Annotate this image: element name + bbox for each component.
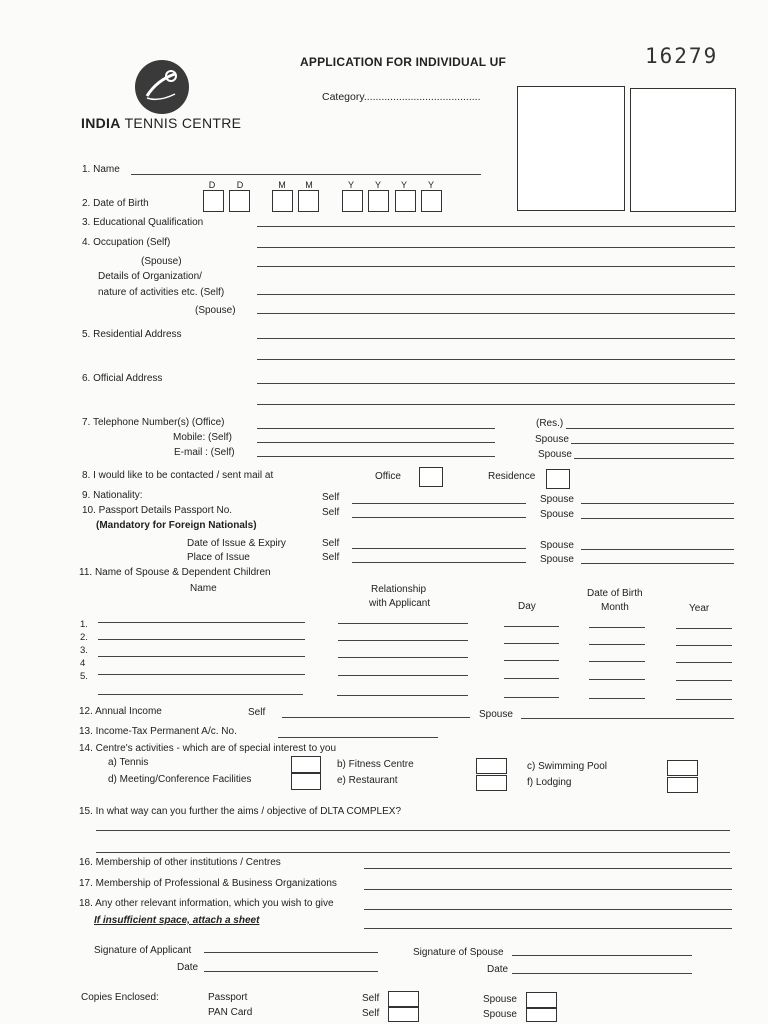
dependent-name-1[interactable]	[98, 622, 305, 623]
dob-month-1[interactable]	[272, 190, 293, 212]
col-relationship: Relationship	[371, 584, 427, 595]
dependent-day-2[interactable]	[504, 643, 559, 644]
label-org-spouse: (Spouse)	[195, 305, 236, 316]
activity-lodging-checkbox[interactable]	[667, 777, 698, 793]
passport-self-field[interactable]	[352, 517, 526, 518]
label-occupation-spouse: (Spouse)	[141, 256, 182, 267]
occupation-spouse-field[interactable]	[257, 266, 735, 267]
other-info-field[interactable]	[364, 909, 732, 910]
residential-address-line-2[interactable]	[257, 359, 735, 360]
label-pan: 13. Income-Tax Permanent A/c. No.	[79, 726, 237, 737]
dependent-month-3[interactable]	[589, 661, 645, 662]
dependent-rel-2[interactable]	[338, 640, 468, 641]
label-self: Self	[322, 507, 340, 518]
label-activity-restaurant: e) Restaurant	[337, 775, 398, 786]
dependent-year-4[interactable]	[676, 680, 732, 681]
mobile-spouse-field[interactable]	[571, 443, 734, 444]
insufficient-space-note: If insufficient space, attach a sheet	[94, 915, 260, 926]
dependent-month-1[interactable]	[589, 627, 645, 628]
label-self: Self	[322, 552, 340, 563]
form-title: APPLICATION FOR INDIVIDUAL UF	[300, 55, 507, 69]
residential-address-line-1[interactable]	[257, 338, 735, 339]
label-date-spouse: Date	[487, 964, 509, 975]
passport-spouse-checkbox[interactable]	[526, 992, 557, 1008]
row-number: 2.	[80, 632, 88, 643]
label-org-nature: nature of activities etc. (Self)	[98, 287, 225, 298]
row-number: 1.	[80, 619, 88, 630]
label-spouse: Spouse	[540, 554, 574, 565]
label-issue-expiry: Date of Issue & Expiry	[187, 538, 286, 549]
label-mobile-spouse: Spouse	[535, 434, 569, 445]
label-dob: 2. Date of Birth	[82, 198, 149, 209]
dob-letter: Y	[347, 180, 354, 190]
label-place-issue: Place of Issue	[187, 552, 250, 563]
issue-expiry-self-field[interactable]	[352, 548, 526, 549]
occupation-self-field[interactable]	[257, 247, 735, 248]
dob-letter: D	[208, 180, 216, 190]
passport-spouse-field[interactable]	[581, 518, 734, 519]
col-relationship-2: with Applicant	[369, 598, 431, 609]
income-self-field[interactable]	[282, 717, 470, 718]
label-spouse: Spouse	[540, 509, 574, 520]
date-applicant-field[interactable]	[204, 971, 378, 972]
label-activity-fitness: b) Fitness Centre	[337, 759, 414, 770]
dependent-rel-4[interactable]	[338, 675, 468, 676]
signature-spouse-field[interactable]	[512, 955, 692, 956]
official-address-line-2[interactable]	[257, 404, 735, 405]
dob-day-1[interactable]	[203, 190, 224, 212]
dob-letter: M	[305, 180, 313, 190]
label-professional-memberships: 17. Membership of Professional & Business Organizations	[79, 878, 337, 889]
signature-applicant-field[interactable]	[204, 952, 378, 953]
label-telephone: 7. Telephone Number(s) (Office)	[82, 417, 225, 428]
phone-res-field[interactable]	[566, 428, 734, 429]
col-day: Day	[518, 601, 536, 612]
label-activity-meeting: d) Meeting/Conference Facilities	[108, 774, 252, 785]
label-passport-copy: Passport	[208, 992, 248, 1003]
contact-residence-checkbox[interactable]	[546, 469, 570, 489]
label-spouse: Spouse	[483, 1009, 517, 1020]
education-field[interactable]	[257, 226, 735, 227]
dob-year-4[interactable]	[421, 190, 442, 212]
label-residence: Residence	[488, 471, 536, 482]
dob-letter: Y	[400, 180, 407, 190]
dob-letter: Y	[374, 180, 381, 190]
photo-box-spouse[interactable]	[630, 88, 736, 212]
label-copies-enclosed: Copies Enclosed:	[81, 992, 159, 1003]
label-activity-swimming: c) Swimming Pool	[527, 761, 608, 772]
activity-swimming-checkbox[interactable]	[667, 760, 698, 776]
dependent-name-2[interactable]	[98, 639, 305, 640]
dob-month-2[interactable]	[298, 190, 319, 212]
date-spouse-field[interactable]	[512, 973, 692, 974]
label-other-memberships: 16. Membership of other institutions / Centres	[79, 857, 281, 868]
aims-line-1[interactable]	[96, 830, 730, 831]
org-spouse-field[interactable]	[257, 313, 735, 314]
label-passport: 10. Passport Details Passport No.	[82, 505, 233, 516]
label-residential-address: 5. Residential Address	[82, 329, 182, 340]
dependent-name-3[interactable]	[98, 656, 305, 657]
label-signature-spouse: Signature of Spouse	[413, 947, 504, 958]
label-mobile: Mobile: (Self)	[173, 432, 232, 443]
label-activities: 14. Centre's activities - which are of special interest to you	[79, 743, 337, 754]
nationality-self-field[interactable]	[352, 503, 526, 504]
category-field[interactable]: Category........................................	[322, 91, 481, 103]
aims-line-2[interactable]	[96, 852, 730, 853]
photo-box-applicant[interactable]	[517, 86, 625, 211]
label-dependents: 11. Name of Spouse & Dependent Children	[79, 567, 271, 578]
mobile-self-field[interactable]	[257, 442, 495, 443]
activity-restaurant-checkbox[interactable]	[476, 775, 507, 791]
dependent-day-1[interactable]	[504, 626, 559, 627]
label-nationality: 9. Nationality:	[82, 490, 143, 501]
dob-day-2[interactable]	[229, 190, 250, 212]
org-name: INDIA TENNIS CENTRE	[81, 115, 242, 131]
dob-year-2[interactable]	[368, 190, 389, 212]
label-contact-pref: 8. I would like to be contacted / sent mail at	[82, 470, 274, 481]
dependent-rel-5[interactable]	[337, 695, 468, 696]
label-name: 1. Name	[82, 164, 120, 175]
label-self: Self	[322, 538, 340, 549]
label-income: 12. Annual Income	[79, 706, 162, 717]
nationality-spouse-field[interactable]	[581, 503, 734, 504]
income-spouse-field[interactable]	[521, 718, 734, 719]
issue-expiry-spouse-field[interactable]	[581, 549, 734, 550]
dependent-day-5[interactable]	[504, 697, 559, 698]
phone-office-field[interactable]	[257, 428, 495, 429]
label-aims: 15. In what way can you further the aims / objective of DLTA COMPLEX?	[79, 806, 402, 817]
col-year: Year	[689, 603, 710, 614]
dependent-day-3[interactable]	[504, 660, 559, 661]
email-self-field[interactable]	[257, 456, 495, 457]
row-number: 5.	[80, 671, 88, 682]
label-date-applicant: Date	[177, 962, 199, 973]
label-spouse: Spouse	[483, 994, 517, 1005]
other-memberships-field[interactable]	[364, 868, 732, 869]
place-issue-spouse-field[interactable]	[581, 563, 734, 564]
official-address-line-1[interactable]	[257, 383, 735, 384]
tennis-logo-icon	[135, 60, 189, 114]
label-pan-copy: PAN Card	[208, 1007, 253, 1018]
label-occupation: 4. Occupation (Self)	[82, 237, 171, 248]
label-self: Self	[362, 1008, 380, 1019]
activity-fitness-checkbox[interactable]	[476, 758, 507, 774]
serial-number: 16279	[645, 44, 719, 68]
activity-meeting-checkbox[interactable]	[291, 773, 321, 790]
dob-year-3[interactable]	[395, 190, 416, 212]
label-spouse: Spouse	[540, 494, 574, 505]
col-month: Month	[601, 602, 629, 613]
label-email: E-mail : (Self)	[174, 447, 235, 458]
label-education: 3. Educational Qualification	[82, 217, 204, 228]
label-email-spouse: Spouse	[538, 449, 572, 460]
dependent-month-4[interactable]	[589, 679, 645, 680]
label-spouse: Spouse	[479, 709, 513, 720]
dependent-year-2[interactable]	[676, 645, 732, 646]
label-other-info: 18. Any other relevant information, which you wish to give	[79, 898, 334, 909]
dependent-year-3[interactable]	[676, 662, 732, 663]
label-self: Self	[322, 492, 340, 503]
org-self-field[interactable]	[257, 294, 735, 295]
pan-spouse-checkbox[interactable]	[526, 1008, 557, 1022]
dependent-name-4[interactable]	[98, 674, 305, 675]
row-number: 4	[80, 658, 86, 669]
dependent-month-2[interactable]	[589, 644, 645, 645]
dependent-year-1[interactable]	[676, 628, 732, 629]
dependent-day-4[interactable]	[504, 678, 559, 679]
col-dob: Date of Birth	[587, 588, 643, 599]
dependent-rel-1[interactable]	[338, 623, 468, 624]
dependent-month-5[interactable]	[589, 698, 645, 699]
label-org-details: Details of Organization/	[98, 271, 202, 282]
label-activity-lodging: f) Lodging	[527, 777, 572, 788]
pan-self-checkbox[interactable]	[388, 1007, 419, 1022]
dob-letter: Y	[427, 180, 434, 190]
passport-note: (Mandatory for Foreign Nationals)	[96, 520, 257, 531]
name-field[interactable]	[131, 174, 481, 175]
label-spouse: Spouse	[540, 540, 574, 551]
other-info-field-2[interactable]	[364, 928, 732, 929]
dob-letter: M	[278, 180, 286, 190]
place-issue-self-field[interactable]	[352, 562, 526, 563]
label-signature-applicant: Signature of Applicant	[94, 945, 192, 956]
label-self: Self	[248, 707, 266, 718]
dob-year-1[interactable]	[342, 190, 363, 212]
activity-tennis-checkbox[interactable]	[291, 756, 321, 773]
passport-self-checkbox[interactable]	[388, 991, 419, 1007]
row-number: 3.	[80, 645, 88, 656]
dependent-year-5[interactable]	[676, 699, 732, 700]
label-activity-tennis: a) Tennis	[108, 757, 149, 768]
email-spouse-field[interactable]	[574, 458, 734, 459]
label-office: Office	[375, 471, 401, 482]
label-self: Self	[362, 993, 380, 1004]
label-res: (Res.)	[536, 418, 564, 429]
dob-letter: D	[236, 180, 244, 190]
col-name: Name	[190, 583, 217, 594]
label-official-address: 6. Official Address	[82, 373, 163, 384]
dependent-rel-3[interactable]	[338, 657, 468, 658]
contact-office-checkbox[interactable]	[419, 467, 443, 487]
dependent-name-5[interactable]	[98, 694, 303, 695]
pan-field[interactable]	[278, 737, 438, 738]
professional-memberships-field[interactable]	[364, 889, 732, 890]
